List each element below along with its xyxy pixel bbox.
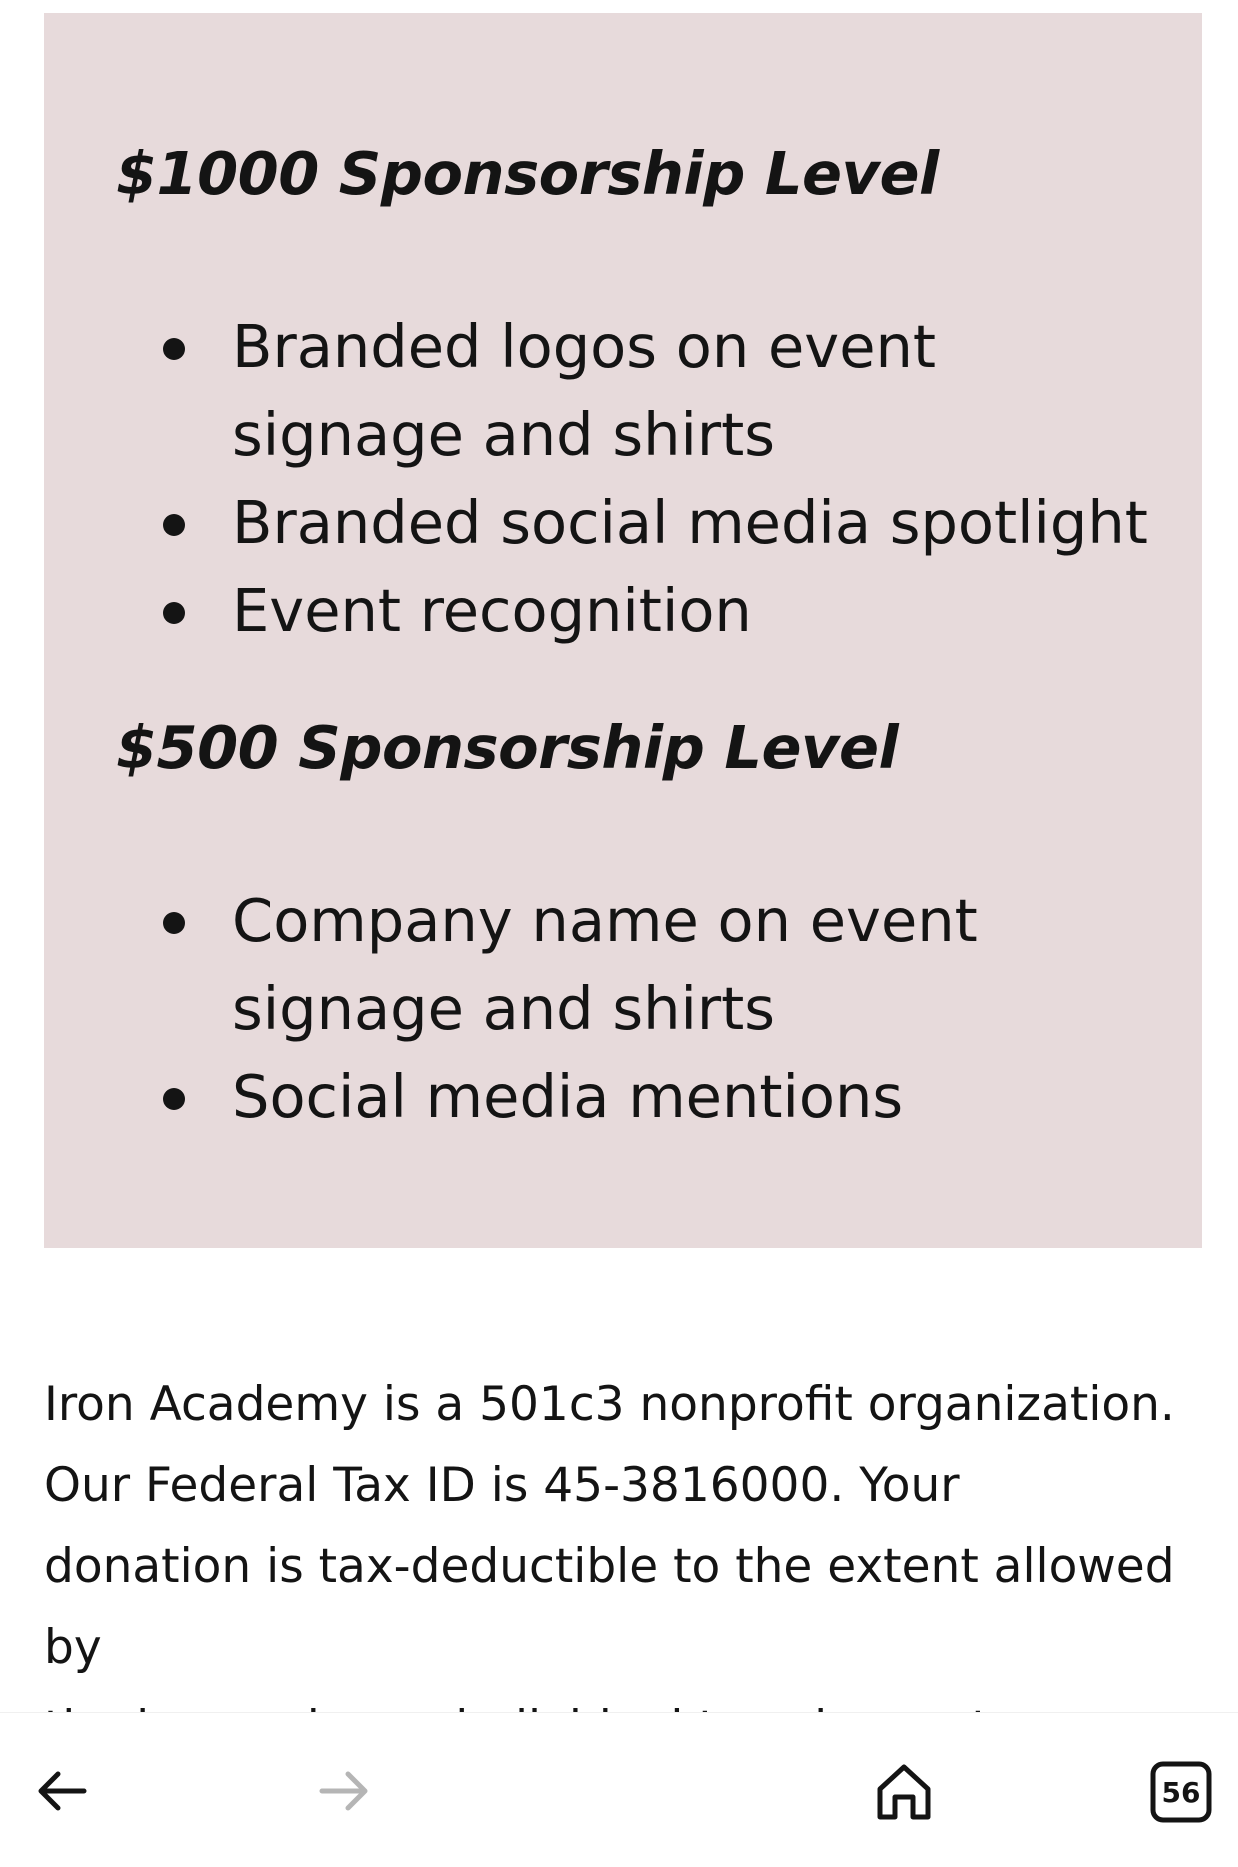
list-item: [44, 479, 1148, 567]
arrow-left-icon: [34, 1763, 90, 1819]
home-button[interactable]: [866, 1753, 942, 1829]
list-item: [44, 567, 1148, 655]
bullet-icon: [163, 338, 185, 360]
benefit-line: Social media mentions: [232, 1062, 904, 1131]
list-item: [44, 1053, 978, 1141]
benefit-line: signage and shirts: [232, 974, 776, 1043]
benefit-line: Company name on event: [232, 886, 978, 955]
sponsorship-level-1000-heading: $1000 Sponsorship Level: [116, 139, 939, 208]
forward-button[interactable]: [310, 1757, 378, 1825]
sponsorship-level-1000-benefits: [44, 303, 1148, 655]
benefit-line: Branded social media spotlight: [232, 488, 1148, 557]
benefit-line: signage and shirts: [232, 400, 776, 469]
sponsorship-level-500-benefits: [44, 877, 978, 1141]
home-icon: [872, 1759, 936, 1823]
list-item: [44, 303, 1148, 479]
tab-count: 56: [1161, 1775, 1201, 1809]
back-button[interactable]: [28, 1757, 96, 1825]
browser-toolbar: [0, 1712, 1238, 1867]
benefit-line: Event recognition: [232, 576, 752, 645]
arrow-right-icon: [316, 1763, 372, 1819]
bullet-icon: [163, 1088, 185, 1110]
bullet-icon: [163, 514, 185, 536]
bullet-icon: [163, 912, 185, 934]
list-item: [44, 877, 978, 1053]
benefit-line: Branded logos on event: [232, 312, 937, 381]
tabs-button[interactable]: [1150, 1761, 1212, 1823]
sponsorship-panel: [44, 13, 1202, 1248]
sponsorship-level-500-heading: $500 Sponsorship Level: [116, 713, 899, 782]
bullet-icon: [163, 602, 185, 624]
tax-notice: Iron Academy is a 501c3 nonprofit organization. Our Federal Tax ID is 45-3816000. Your donation is tax-deductible to the extent allowed by: [44, 1377, 1175, 1675]
